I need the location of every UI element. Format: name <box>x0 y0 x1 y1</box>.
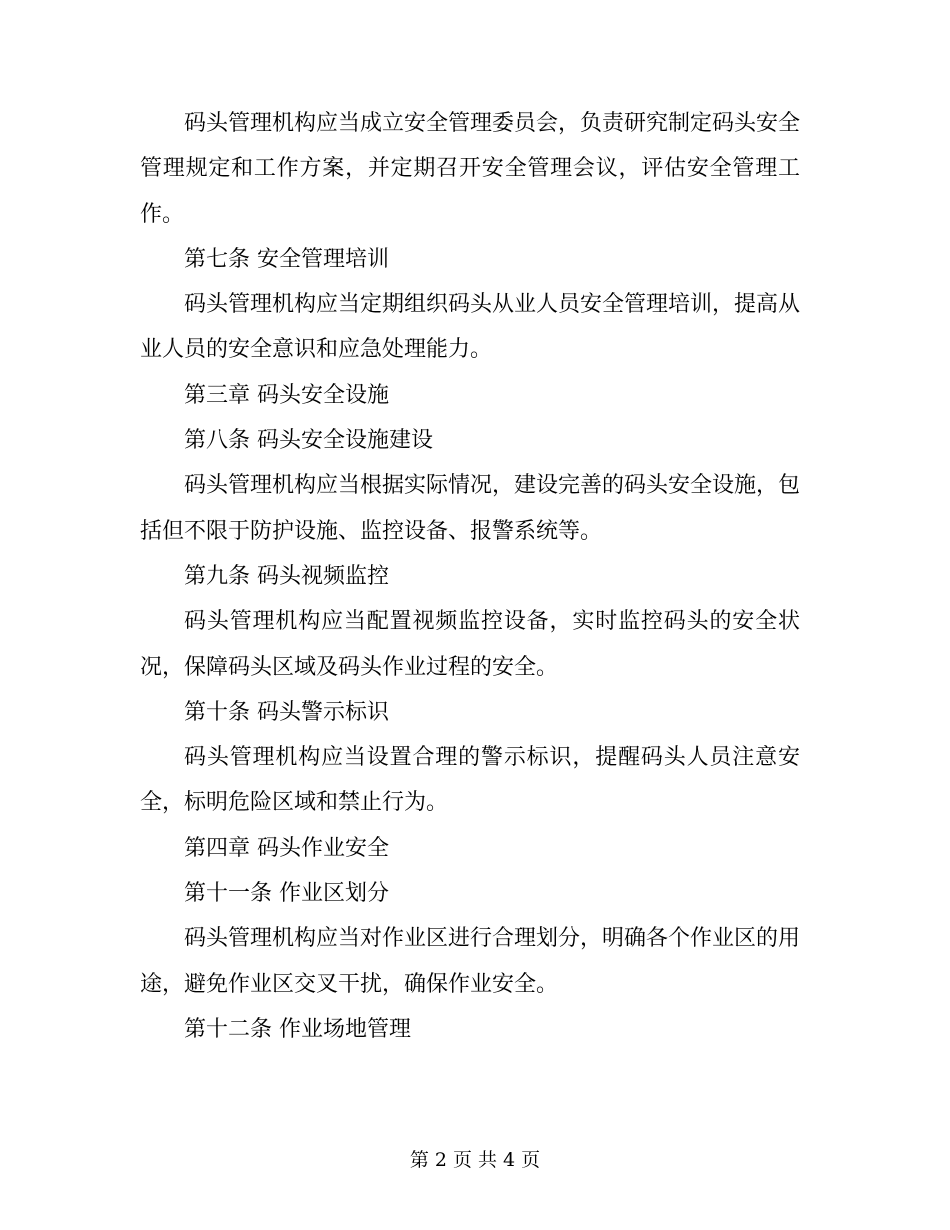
article-9-heading: 第九条 码头视频监控 <box>184 563 389 589</box>
paragraph-2: 码头管理机构应当定期组织码头从业人员安全管理培训，提高从业人员的安全意识和应急处理能力。 <box>140 292 801 363</box>
article-8-heading: 第八条 码头安全设施建设 <box>184 428 433 454</box>
article-11-heading: 第十一条 作业区划分 <box>184 881 389 907</box>
article-12-heading: 第十二条 作业场地管理 <box>184 1016 411 1042</box>
chapter-3-heading: 第三章 码头安全设施 <box>184 382 389 408</box>
chapter-4-heading: 第四章 码头作业安全 <box>184 835 389 861</box>
document-body <box>140 101 800 1052</box>
paragraph-5: 码头管理机构应当设置合理的警示标识，提醒码头人员注意安全，标明危险区域和禁止行为。 <box>140 745 800 816</box>
paragraph-6: 码头管理机构应当对作业区进行合理划分，明确各个作业区的用途，避免作业区交叉干扰，确保作业安全。 <box>140 926 801 997</box>
article-10-heading: 第十条 码头警示标识 <box>184 699 389 725</box>
page-footer: 第 2 页 共 4 页 <box>409 1149 541 1171</box>
paragraph-4: 码头管理机构应当配置视频监控设备，实时监控码头的安全状况，保障码头区域及码头作业过程的安全。 <box>140 609 800 680</box>
paragraph-1: 码头管理机构应当成立安全管理委员会，负责研究制定码头安全管理规定和工作方案，并定期召开安全管理会议，评估安全管理工作。 <box>140 111 801 227</box>
paragraph-3: 码头管理机构应当根据实际情况，建设完善的码头安全设施，包括但不限于防护设施、监控设备、报警系统等。 <box>140 473 801 544</box>
article-7-heading: 第七条 安全管理培训 <box>184 246 389 272</box>
